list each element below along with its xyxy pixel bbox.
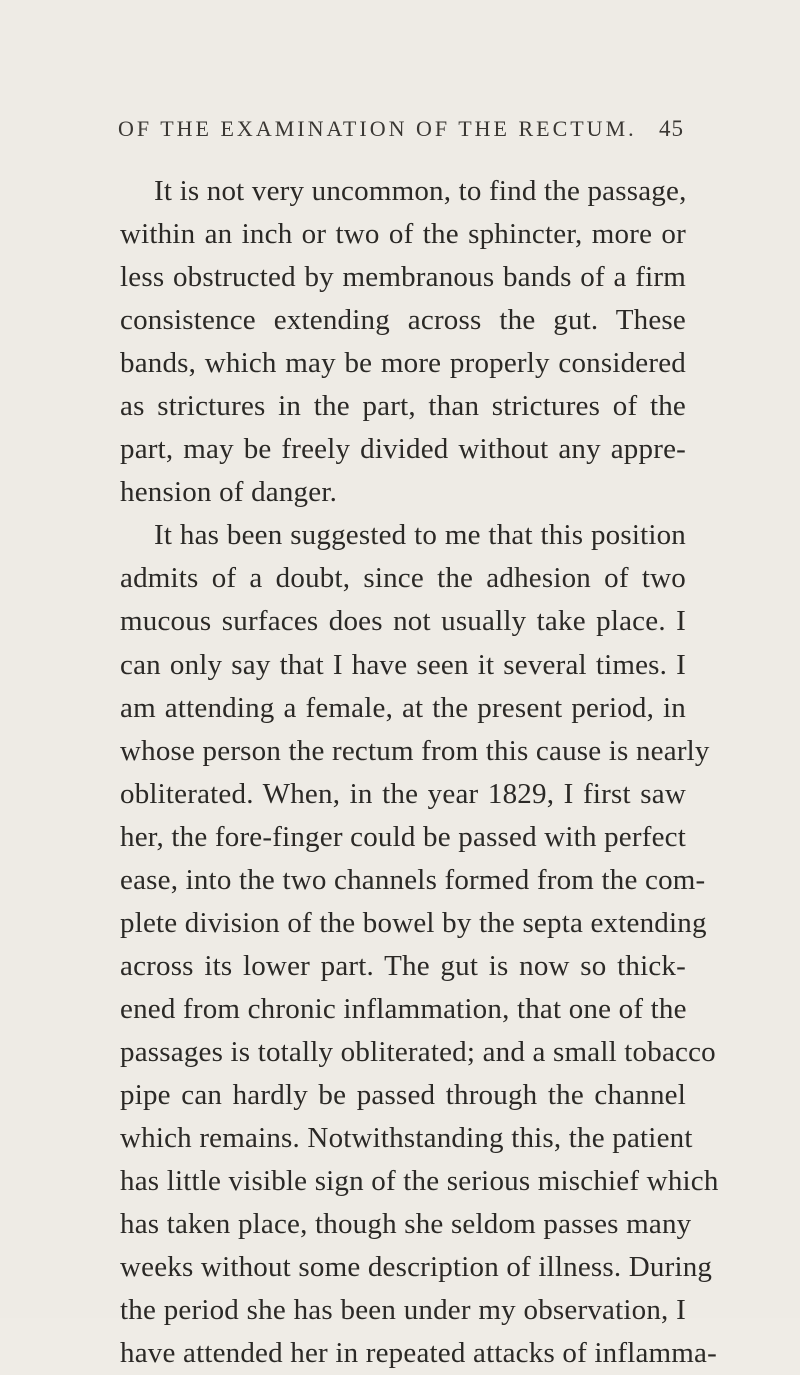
text-line: weeks without some description of illness. During: [120, 1251, 713, 1284]
text-line: It is not very uncommon, to find the passage,: [154, 175, 687, 207]
text-line: part, may be freely divided without any appre-: [120, 433, 686, 466]
text-line: pipe can hardly be passed through the channel: [120, 1078, 686, 1111]
text-line: can only say that I have seen it several times. I: [120, 648, 686, 681]
text-line: which remains. Notwithstanding this, the patient: [120, 1122, 693, 1155]
text-line: within an inch or two of the sphincter, more or: [120, 218, 686, 251]
text-line: mucous surfaces does not usually take place. I: [120, 605, 686, 638]
text-line: across its lower part. The gut is now so thick-: [120, 949, 686, 982]
running-head: [118, 116, 684, 160]
text-line: ened from chronic inflammation, that one of the: [120, 992, 687, 1025]
text-line: consistence extending across the gut. These: [120, 304, 686, 337]
body-text: [120, 170, 719, 1375]
text-line: have attended her in repeated attacks of inflamma-: [120, 1337, 717, 1370]
text-line: bands, which may be more properly considered: [120, 347, 686, 380]
text-line: obliterated. When, in the year 1829, I first saw: [120, 777, 686, 810]
text-line: hension of danger.: [120, 476, 338, 509]
text-line: It has been suggested to me that this position: [154, 519, 686, 552]
text-line: as strictures in the part, than strictures of the: [120, 390, 686, 423]
running-title: OF THE EXAMINATION OF THE RECTUM.: [118, 116, 637, 141]
text-line: admits of a doubt, since the adhesion of two: [120, 562, 686, 595]
text-line: the period she has been under my observation, I: [120, 1294, 686, 1327]
text-line: am attending a female, at the present period, in: [120, 691, 686, 724]
text-line: ease, into the two channels formed from the com-: [120, 863, 706, 896]
text-line: has taken place, though she seldom passes many: [120, 1208, 692, 1241]
page-number: 45: [659, 116, 684, 141]
text-line: plete division of the bowel by the septa extending: [120, 906, 707, 939]
text-line: whose person the rectum from this cause is nearly: [120, 734, 710, 767]
text-line: less obstructed by membranous bands of a firm: [120, 261, 686, 294]
text-line: passages is totally obliterated; and a small tobacco: [120, 1035, 716, 1068]
text-line: her, the fore-finger could be passed with perfect: [120, 820, 686, 853]
text-line: has little visible sign of the serious mischief which: [120, 1165, 719, 1198]
